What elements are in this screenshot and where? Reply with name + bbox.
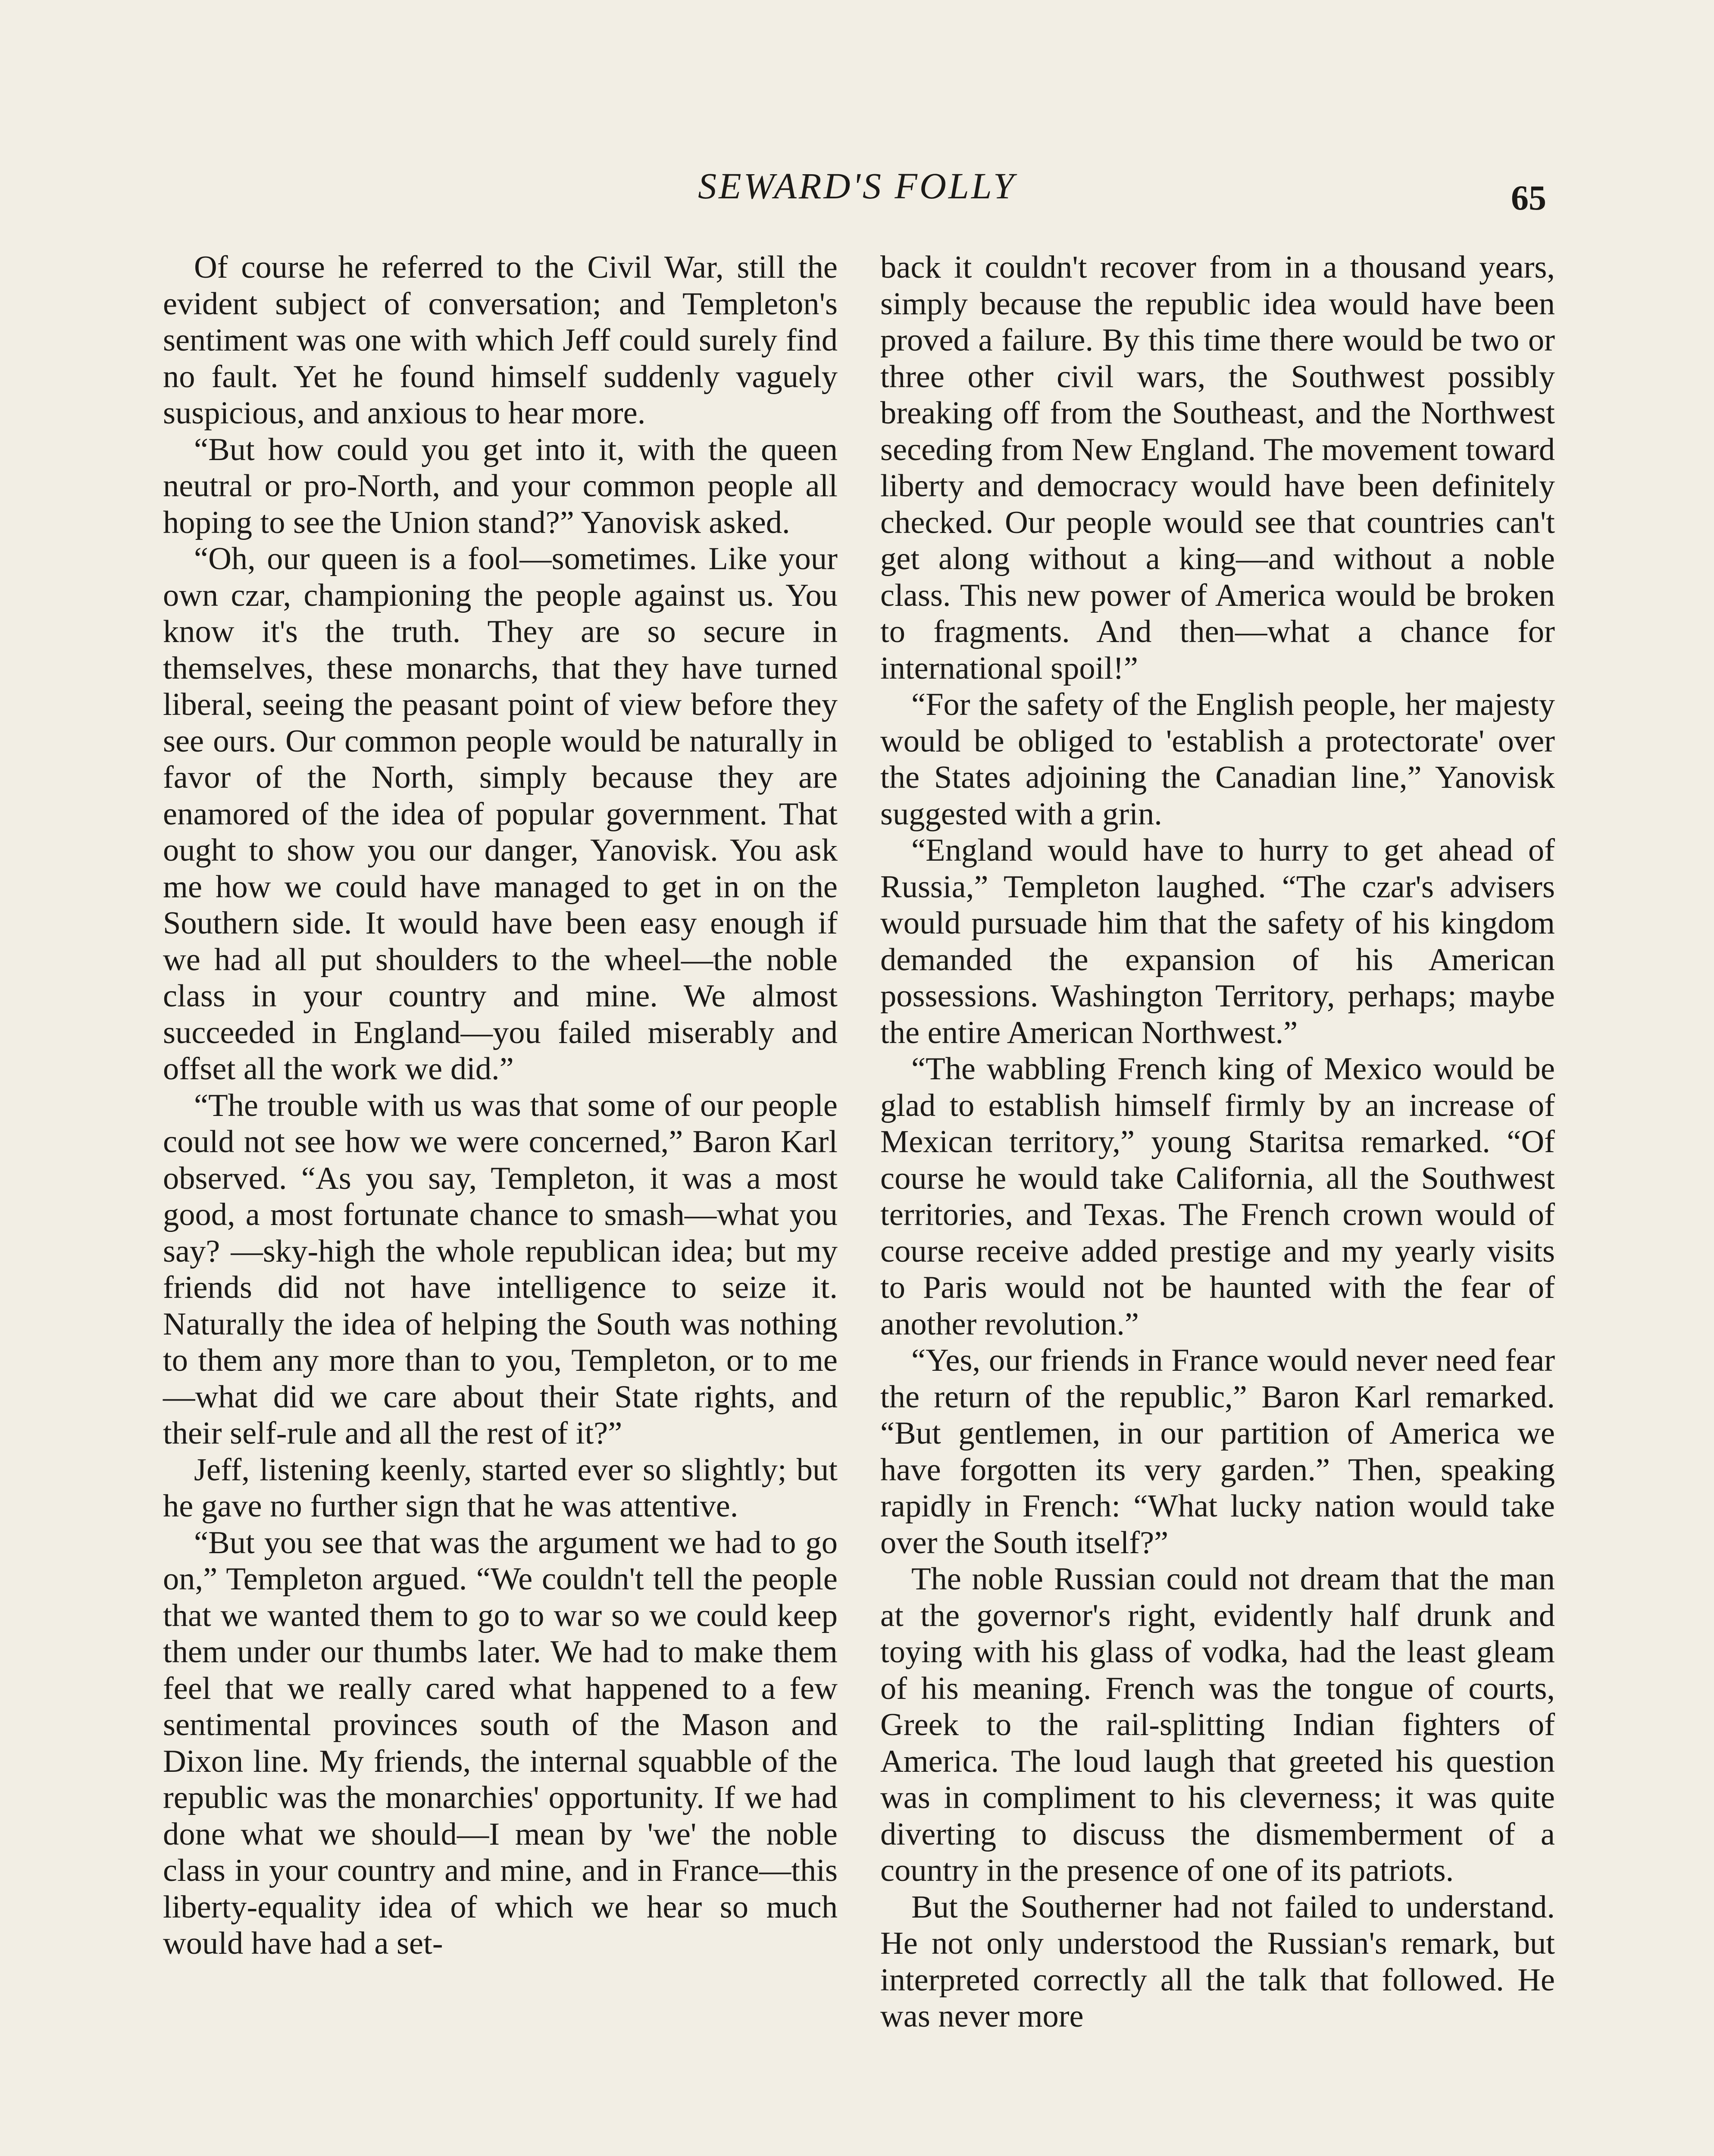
paragraph: “England would have to hurry to get ahead of Russia,” Templeton laughed. “The czar's advisers would pursuade him that the safety of his kingdom demanded the expansion of his American possessions. Washington Territory, perhaps; maybe the entire American Northwest.” [880,833,1555,1050]
paragraph: Of course he referred to the Civil War, still the evident subject of conversation; and Templeton's sentiment was one with which Jeff could surely find no fault. Yet he found himself suddenly vaguely suspicious, and anxious to hear more. [163,250,838,431]
paragraph: “The wabbling French king of Mexico would be glad to establish himself firmly by an increase of Mexican territory,” young Staritsa remarked. “Of course he would take California, all the Southwest territories, and Texas. The French crown would of course receive added prestige and my yearly visits to Paris would not be haunted with the fear of another revolution.” [880,1051,1555,1342]
paragraph: “But you see that was the argument we had to go on,” Templeton argued. “We couldn't tell the people that we wanted them to go to war so we could keep them under our thumbs later. We had to make them feel that we really cared what happened to a few sentimental provinces south of the Mason and Dixon line. My friends, the internal squabble of the republic was the monarchies' opportunity. If we had done what we should—I mean by 'we' the noble class in your country and mine, and in France—this liberty-equality idea of which we hear so much would have had a set- [163,1525,838,1961]
paragraph: “Yes, our friends in France would never need fear the return of the republic,” Baron Karl remarked. “But gentlemen, in our partition of America we have forgotten its very garden.” Then, speaking rapidly in French: “What lucky nation would take over the South itself?” [880,1343,1555,1561]
paragraph: Jeff, listening keenly, started ever so slightly; but he gave no further sign that he was attentive. [163,1452,838,1524]
left-text-column [163,249,838,1962]
running-head-title: SEWARD'S FOLLY [698,165,1016,207]
page-number: 65 [1511,178,1546,217]
right-text-column [880,249,1555,2035]
paragraph: “For the safety of the English people, her majesty would be obliged to 'establish a protectorate' over the States adjoining the Canadian line,” Yanovisk suggested with a grin. [880,687,1555,832]
paragraph: “Oh, our queen is a fool—sometimes. Like your own czar, championing the people against us. You know it's the truth. They are so secure in themselves, these monarchs, that they have turned liberal, seeing the peasant point of view before they see ours. Our common people would be naturally in favor of the North, simply because they are enamored of the idea of popular government. That ought to show you our danger, Yanovisk. You ask me how we could have managed to get in on the Southern side. It would have been easy enough if we had all put shoulders to the wheel—the noble class in your country and mine. We almost succeeded in England—you failed miserably and offset all the work we did.” [163,541,838,1087]
paragraph: “But how could you get into it, with the queen neutral or pro-North, and your common people all hoping to see the Union stand?” Yanovisk asked. [163,432,838,540]
paragraph-continued: back it couldn't recover from in a thousand years, simply because the republic idea would have been proved a failure. By this time there would be two or three other civil wars, the Southwest possibly breaking off from the Southeast, and the Northwest seceding from New England. The movement toward liberty and democracy would have been definitely checked. Our people would see that countries can't get along without a king—and without a noble class. This new power of America would be broken to fragments. And then—what a chance for international spoil!” [880,250,1555,686]
paragraph: The noble Russian could not dream that the man at the governor's right, evidently half drunk and toying with his glass of vodka, had the least gleam of his meaning. French was the tongue of courts, Greek to the rail-splitting Indian fighters of America. The loud laugh that greeted his question was in compliment to his cleverness; it was quite diverting to discuss the dismemberment of a country in the presence of one of its patriots. [880,1561,1555,1888]
paragraph: “The trouble with us was that some of our people could not see how we were concerned,” Baron Karl observed. “As you say, Templeton, it was a most good, a most fortunate chance to smash—what you say? —sky-high the whole republican idea; but my friends did not have intelligence to seize it. Naturally the idea of helping the South was nothing to them any more than to you, Templeton, or to me—what did we care about their State rights, and their self-rule and all the rest of it?” [163,1087,838,1451]
paragraph: But the Southerner had not failed to understand. He not only understood the Russian's remark, but interpreted correctly all the talk that followed. He was never more [880,1889,1555,2034]
